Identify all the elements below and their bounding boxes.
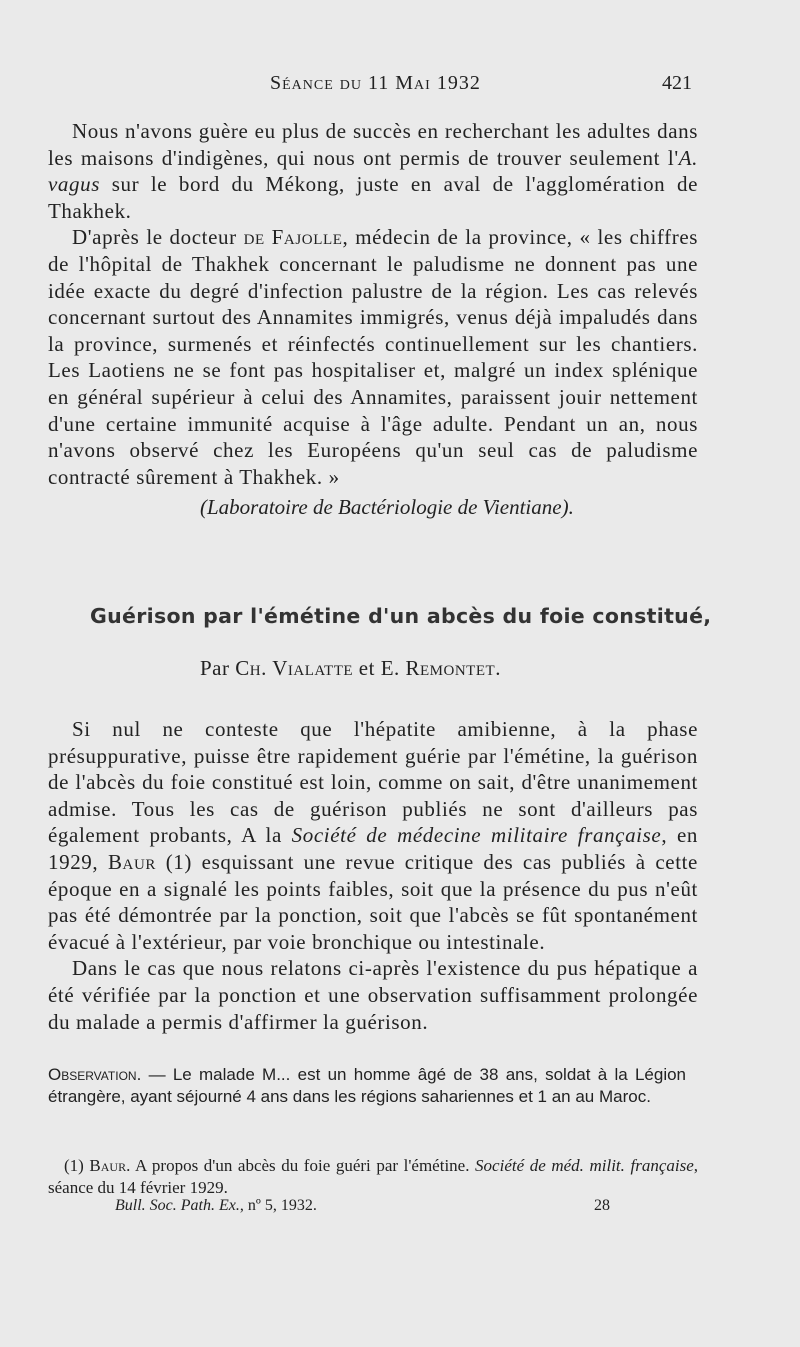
footnote (48, 1155, 698, 1199)
intro-text (48, 118, 698, 490)
species-name: A. vagus (48, 145, 698, 197)
text-span: . A propos d'un abcès du foie guéri par l'émétine. (126, 1156, 476, 1175)
footnote-marker: (1) (64, 1156, 90, 1175)
article-title: Guérison par l'émétine d'un abcès du foie constitué, (90, 604, 712, 628)
text-span: D'après le docteur (72, 225, 244, 250)
author-name: Ch. Vialatte (235, 656, 354, 680)
article-authors (200, 656, 501, 681)
byline-prefix: Par (200, 656, 236, 680)
bulletin-number: , nº 5, 1932. (239, 1197, 317, 1214)
journal-name: Société de méd. milit. française (475, 1156, 694, 1175)
observation-text: — Le malade M... est un homme âgé de 38 ans, soldat à la Légion étrangère, ayant séjourné 4 ans dans les régions sahariennes et 1 an au Maroc. (48, 1065, 686, 1106)
running-title: Séance du 11 Mai 1932 (270, 72, 481, 94)
intro-paragraph-1 (48, 118, 698, 224)
page-number: 421 (662, 72, 692, 94)
text-span: , médecin de la province, « les chiffres de l'hôpital de Thakhek concernant le paludisme ne donnent pas une idée exacte du degré d'infection palustre de la région. Les cas relevés concernant surtout des Annamites immigrés, venus déjà impaludés dans la province, surmenés et réinfectés continuellement sur les chantiers. Les Laotiens ne se font pas hospitaliser et, malgré un index splénique en général supérieur à celui des Annamites, paraissent jouir nettement d'une certaine immunité acquise à l'âge adulte. Pendant un an, nous n'avons observé chez les Européens qu'un seul cas de paludisme contracté sûrement à Thakhek. » (48, 225, 699, 489)
article-paragraph-2: Dans le cas que nous relatons ci-après l'existence du pus hépatique a été vérifiée par la ponction et une observation suffisamment prolongée du malade a permis d'affirmer la guérison. (48, 956, 698, 1034)
intro-paragraph-2 (48, 224, 698, 490)
article-body (48, 716, 698, 1035)
journal-name: Société de médecine militaire française (291, 823, 662, 848)
laboratory-attribution: (Laboratoire de Bactériologie de Vientiane). (200, 495, 574, 519)
observation-paragraph (48, 1064, 686, 1108)
person-name: Baur (89, 1156, 127, 1175)
bulletin-reference (115, 1197, 317, 1215)
sheet-number: 28 (594, 1197, 610, 1214)
text-span: (1) esquissant une revue critique des cas publiés à cette époque en a signalé les points faibles, soit que la présence du pus n'eût pas été démontrée par la ponction, soit que l'abcès se fût spontanément évacué à l'extérieur, par voie bronchique ou intestinale. (48, 849, 698, 954)
byline-and: et (353, 656, 381, 680)
text-span: , en 1929, (48, 823, 698, 874)
observation-label: Observation. (48, 1065, 142, 1084)
text-span: Si nul ne conteste que l'hépatite amibienne, à la phase présuppurative, puisse être rapidement guérie par l'émétine, la guérison de l'abcès du foie constitué est loin, comme on sait, d'être unanimement admise. Tous les cas de guérison publiés ne sont d'ailleurs pas également probants, A la (48, 717, 698, 848)
author-name: E. Remontet (380, 656, 496, 680)
text-span: , séance du 14 février 1929. (48, 1156, 699, 1197)
bulletin-title: Bull. Soc. Path. Ex. (115, 1197, 240, 1214)
text-span: sur le bord du Mékong, juste en aval de l'agglomération de Thakhek. (48, 172, 698, 223)
text-span: Nous n'avons guère eu plus de succès en recherchant les adultes dans les maisons d'indigènes, qui nous ont permis de trouver seulement l' (48, 119, 698, 170)
article-paragraph-1 (48, 716, 698, 955)
byline-suffix: . (495, 656, 501, 680)
person-name: de Fajolle (243, 225, 343, 250)
person-name: Baur (107, 849, 157, 874)
